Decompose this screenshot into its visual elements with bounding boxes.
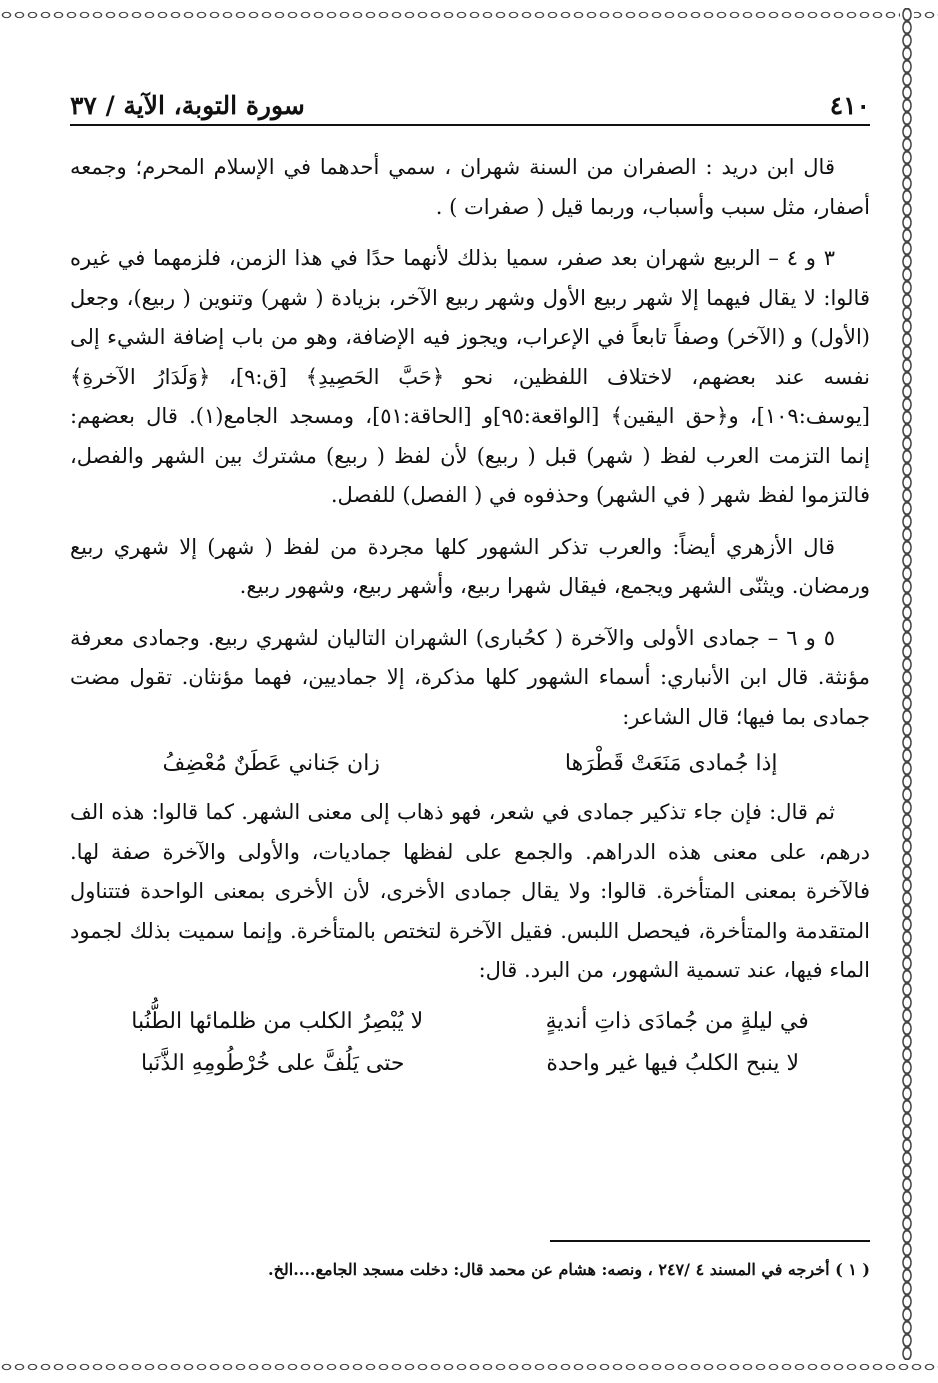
page-body: [70, 148, 870, 1093]
verse-jumada: [70, 743, 870, 785]
verse-hemistich: إذا جُمادى مَنَعَتْ قَطْرَها: [564, 751, 778, 776]
verse-hemistich: زان جَناني عَطَنٌ مُعْضِفُ: [162, 751, 380, 776]
verse-hemistich: لا ينبح الكلبُ فيها غير واحدة: [546, 1050, 800, 1076]
header-rule: [70, 124, 870, 126]
paragraph-jumada: ٥ و ٦ – جمادى الأولى والآخرة ( كحُبارى) الشهران التاليان لشهري ربيع. وجمادى معرفة مؤنثة. قال ابن الأنباري: أسماء الشهور كلها مذكرة، إلا جماديين، فهما مؤنثان. تقول مضت جمادى بما فيها؛ قال الشاعر:: [70, 625, 870, 729]
verse-hemistich: حتى يَلُفَّ على خُرْطُومِهِ الذَّنَبا: [140, 1050, 405, 1076]
footnote: ( ١ ) أخرجه في المسند ٤ /٢٤٧ ، ونصه: هشام عن محمد قال: دخلت مسجد الجامع....الخ.: [268, 1260, 870, 1279]
top-border: [0, 8, 938, 22]
verse-hemistich: لا يُبْصِرُ الكلب من ظلمائها الطُّنُبا: [131, 1008, 424, 1034]
paragraph-ibn-durayd: قال ابن دريد : الصفران من السنة شهران ، سمي أحدهما في الإسلام المحرم؛ وجمعه أصفار، مثل سبب وأسباب، وربما قيل ( صفرات ) .: [70, 155, 870, 219]
paragraph-azhari: قال الأزهري أيضاً: والعرب تذكر الشهور كلها مجردة من لفظ ( شهر) إلا شهري ربيع ورمضان. ويثنّى الشهر ويجمع، فيقال شهرا ربيع، وأشهر ربيع، وشهور ربيع.: [70, 534, 870, 598]
verse-hemistich: في ليلةٍ من جُمادَى ذاتِ أنديةٍ: [545, 1008, 809, 1034]
paragraph-tadhkir: ثم قال: فإن جاء تذكير جمادى في شعر، فهو ذهاب إلى معنى الشهر. كما قالوا: هذه الف درهم، على معنى هذه الدراهم. والجمع على لفظها جماديات، والأولى والآخرة صفة لها. فالآخرة بمعنى المتأخرة. قالوا: ولا يقال جمادى الأخرى، لأن الأخرى بمعنى الواحدة فتتناول المتقدمة والمتأخرة، فيحصل اللبس. فقيل الآخرة لتختص بالمتأخرة. وإنما سميت بذلك لجمود الماء فيها، عند تسمية الشهور، من البرد. قال:: [70, 800, 870, 982]
paragraph-rabi: ٣ و ٤ – الربيع شهران بعد صفر، سميا بذلك لأنهما حدًا في هذا الزمن، فلزمهما في غيره قالوا: لا يقال فيهما إلا شهر ربيع الأول وشهر ربيع الآخر، بزيادة ( شهر) وتنوين ( ربيع)، وجعل (الأول) و (الآخر) وصفاً تابعاً في الإعراب، ويجوز فيه الإضافة، وهو من باب إضافة الشيء إلى نفسه عند بعضهم، لاختلاف اللفظين، نحو ﴿حَبَّ الحَصِيدِ﴾ [ق:٩]، ﴿وَلَدَارُ الآخرةِ﴾ [يوسف:١٠٩]، و﴿حق اليقين﴾ [الواقعة:٩٥]و [الحاقة:٥١]، ومسجد الجامع(١). قال بعضهم: إنما التزمت العرب لفظ ( شهر) قبل ( ربيع) لأن لفظ ( ربيع) مشترك بين الشهر والفصل، فالتزموا لفظ شهر ( في الشهر) وحذفوه في ( الفصل) للفصل.: [70, 246, 871, 507]
page-header: [70, 80, 870, 120]
right-border: [900, 8, 914, 1374]
page: [70, 60, 870, 1350]
footnote-rule: [550, 1240, 870, 1242]
running-title: سورة التوبة، الآية / ٣٧: [70, 91, 305, 120]
verse-line: [70, 1001, 870, 1043]
bottom-border: [0, 1360, 938, 1374]
page-number: ٤١٠: [829, 91, 870, 120]
verse-line: [70, 1043, 870, 1085]
